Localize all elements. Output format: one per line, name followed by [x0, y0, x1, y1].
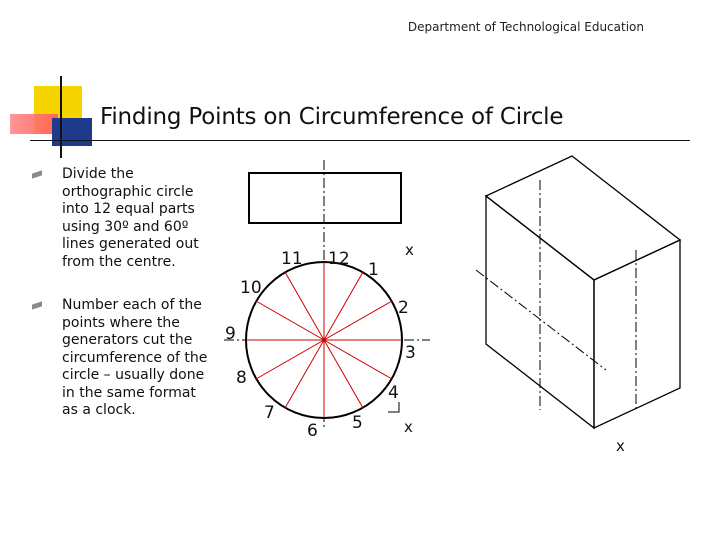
- isometric-box: [486, 156, 680, 428]
- plan-rectangle: [249, 173, 401, 223]
- point-label-4: 4: [388, 383, 399, 403]
- box-side-face: [594, 240, 680, 428]
- point-label-8: 8: [236, 368, 247, 388]
- point-label-11: 11: [281, 249, 303, 269]
- axis-x-label-right: x: [616, 437, 625, 455]
- bullet-text: Number each of the points where the generators cut the circumference of the circle – usually done in the same format as a clock.: [62, 297, 208, 418]
- point-label-9: 9: [225, 324, 236, 344]
- point-label-10: 10: [240, 278, 262, 298]
- bullet-text: Divide the orthographic circle into 12 equal parts using 30º and 60º lines generated out from the centre.: [62, 166, 199, 270]
- point-label-7: 7: [264, 403, 275, 423]
- point-label-3: 3: [405, 343, 416, 363]
- point-label-5: 5: [352, 413, 363, 433]
- point-label-2: 2: [398, 298, 409, 318]
- department-label: Department of Technological Education: [407, 20, 644, 34]
- box-centre-lines: [476, 180, 636, 412]
- page-title: Finding Points on Circumference of Circle: [100, 104, 564, 130]
- axis-x-label-top: x: [405, 241, 414, 259]
- point-label-6: 6: [307, 421, 318, 441]
- axis-x-label-bottom: x: [404, 418, 413, 436]
- box-centre-line-horizontal: [476, 270, 606, 370]
- axis-corner-mark: [388, 402, 399, 412]
- point-label-12: 12: [328, 249, 350, 269]
- point-label-1: 1: [368, 260, 379, 280]
